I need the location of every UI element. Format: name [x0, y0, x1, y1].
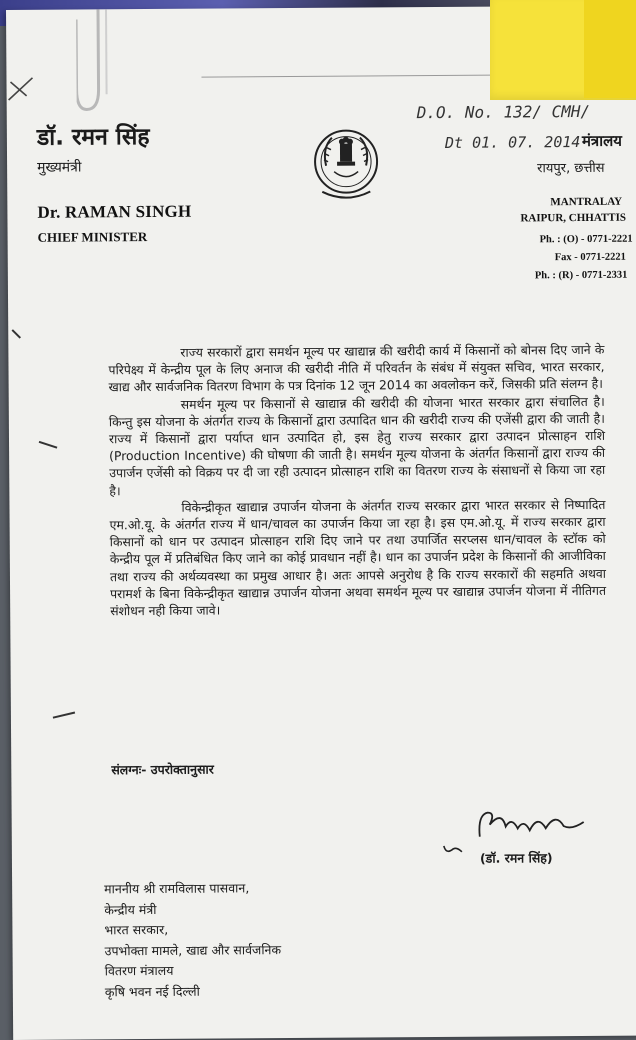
office-hindi: मंत्रालय [581, 131, 623, 150]
letter-page [6, 6, 636, 1040]
letter-date: Dt 01. 07. 2014 [444, 132, 581, 152]
margin-mark-icon [10, 328, 24, 342]
city-hindi: रायपुर, छत्तीस [537, 160, 605, 177]
pen-mark-icon [6, 70, 36, 110]
enclosure-note: संलग्नः- उपरोक्तानुसार [111, 761, 214, 778]
margin-mark-icon [37, 440, 59, 450]
addressee-line: वितरण मंत्रालय [104, 962, 174, 979]
margin-mark-icon [51, 710, 77, 720]
hindi-name: डॉ. रमन सिंह [36, 124, 150, 151]
addressee-line: उपभोक्ता मामले, खाद्य और सार्वजनिक [104, 941, 282, 958]
office-english: MANTRALAY [550, 195, 623, 209]
city-english: RAIPUR, CHHATTIS [520, 211, 627, 225]
addressee-block [104, 878, 281, 1002]
addressee-line: भारत सरकार, [104, 921, 169, 938]
phone-residence: Ph. : (R) - 0771-2331 [534, 269, 628, 282]
letter-body [108, 341, 606, 620]
english-name: Dr. RAMAN SINGH [37, 201, 192, 222]
initial-mark-icon [442, 840, 464, 856]
sticky-note [584, 0, 636, 98]
signatory-name: (डॉ. रमन सिंह) [479, 850, 553, 866]
addressee-line: कृषि भवन नई दिल्ली [104, 983, 200, 999]
addressee-line: माननीय श्री रामविलास पासवान, [104, 880, 250, 897]
dispatch-reference: D.O. No. 132/ CMH/ [416, 101, 591, 123]
hindi-title: मुख्यमंत्री [37, 159, 82, 176]
body-paragraph: विकेन्द्रीकृत खाद्यान्न उपार्जन योजना के अंतर्गत राज्य सरकार द्वारा भारत सरकार से निष्पादित एम.ओ.यू. के अंतर्गत राज्य में धान/चावल का उपार्जन किया जा रहा है। इस एम.ओ.यू. में राज्य सरकार द्वारा किसानों को धान पर उत्पादन प्रोत्साहन राशि दिए जाने पर तथा उपार्जित सरप्लस धान/चावल के स्टॉक को केन्द्रीय पूल में प्रतिबंधित किए जाने का कोई प्रावधान नहीं है। धान का उपार्जन प्रदेश के किसानों की आजीविका तथा राज्य की अर्थव्यवस्था का प्रमुख आधार है। अतः आपसे अनुरोध है कि राज्य सरकारों की सहमति अथवा परामर्श के बिना विकेन्द्रीकृत खाद्यान्न उपार्जन योजना अथवा समर्थन मूल्य पर खाद्यान्न उपार्जन योजना में नीतिगत संशोधन नही किया जावे। [109, 496, 607, 619]
body-paragraph: समर्थन मूल्य पर किसानों से खाद्यान्न की खरीदी की योजना भारत सरकार द्वारा संचालित है। किन्तु इस योजना के अंतर्गत राज्य के किसानों द्वारा उत्पादित धान की खरीदी राज्य की एजेंसी द्वारा की जाती है। राज्य में किसानों द्वारा पर्याप्त धान उत्पादित हो, इस हेतु राज्य सरकार द्वारा उत्पादन प्रोत्साहन राशि (Production Incentive) की घोषणा की जाती है। समर्थन मूल्य योजना के अंतर्गत किसानों द्वारा राज्य की उपार्जन एजेंसी को विक्रय पर दी जा रही उत्पादन प्रोत्साहन राशि का वितरण राज्य के संसाधनों से किया जा रहा है। [108, 393, 606, 498]
handwritten-signature [472, 806, 602, 847]
paper-clip-icon [76, 9, 117, 119]
english-title: CHIEF MINISTER [37, 229, 148, 245]
fax-number: Fax - 0771-2221 [554, 251, 626, 264]
state-emblem-icon [312, 125, 381, 207]
body-paragraph: राज्य सरकारों द्वारा समर्थन मूल्य पर खाद्यान्न की खरीदी कार्य में किसानों को बोनस दिए जाने के परिपेक्ष्य में केन्द्रीय पूल के लिए अनाज की खरीदी नीति में परिवर्तन के संबंध में संयुक्त सचिव, भारत सरकार, खाद्य और सार्वजनिक वितरण विभाग के पत्र दिनांक 12 जून 2014 का अवलोकन करें, जिसकी प्रति संलग्न है। [108, 341, 605, 395]
addressee-line: केन्द्रीय मंत्री [104, 901, 157, 917]
phone-office: Ph. : (O) - 0771-2221 [539, 233, 633, 246]
